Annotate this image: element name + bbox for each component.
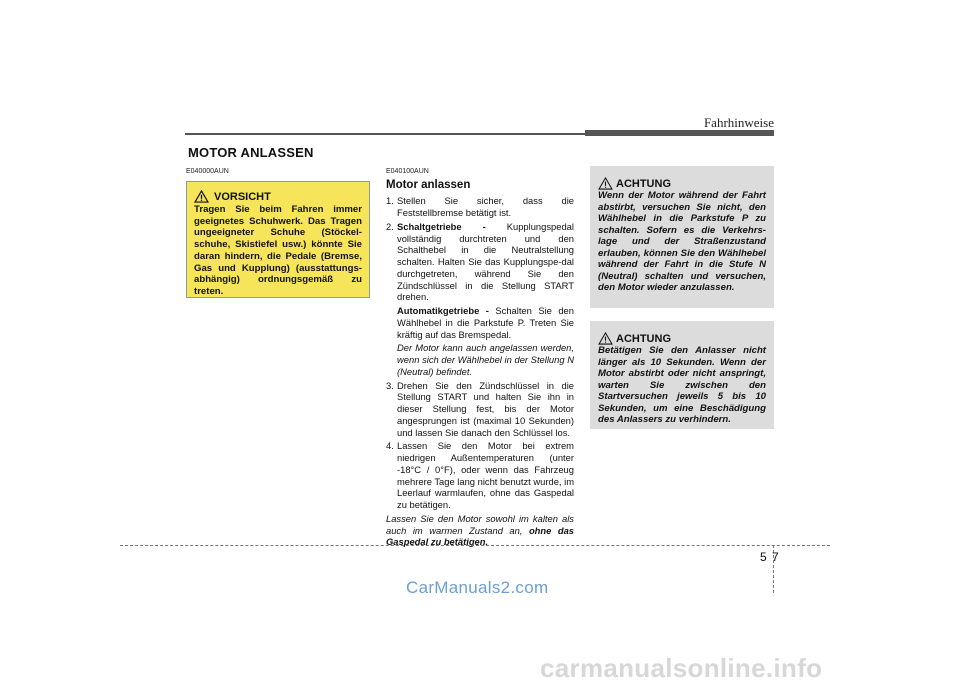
step-3-number: 3.: [386, 379, 394, 391]
achtung-label-1: ACHTUNG: [616, 178, 671, 190]
achtung-text-1: Wenn der Motor während der Fahrt abstirbt, versuchen Sie nicht, den Wählhebel in die Parkstufe P zu schalten. Sofern es die Verkehrs-lage und der Straßenzustand erlauben, können Sie den Wählhebel während der Fahrt in die Stufe N (Neutral) schalten und versuchen, den Motor wieder anzulassen.: [598, 190, 766, 293]
header-rule-thin: [185, 133, 585, 135]
achtung-label-2: ACHTUNG: [616, 333, 671, 345]
achtung-header-1: [598, 172, 766, 190]
motor-anlassen-instructions: [386, 178, 574, 548]
site-watermark[interactable]: CarManuals2.com: [406, 578, 549, 597]
warning-triangle-icon: [598, 177, 613, 190]
step-4: [386, 440, 574, 511]
instructions-heading: Motor anlassen: [386, 179, 471, 191]
page-number: 5 7: [760, 550, 780, 564]
footer-dashed-rule: [120, 545, 830, 546]
automatic-transmission-text: Schalten Sie den Wählhebel in die Parkstufe P. Treten Sie kräftig auf das Bremspedal.: [397, 305, 574, 340]
step-2-number: 2.: [386, 220, 394, 232]
header-rule-thick: [585, 130, 774, 136]
step-4-text: Lassen Sie den Motor bei extrem niedrigen Außentemperaturen (unter -18°C / 0°F), oder wenn das Fahrzeug mehrere Tage lang nicht benutzt wurde, im Leerlauf warmlaufen, ohne das Gaspedal zu betätigen.: [397, 440, 575, 511]
step-3: [386, 380, 574, 439]
section-code-mid: E040100AUN: [386, 168, 429, 175]
section-code-left: E040000AUN: [186, 168, 229, 175]
step-2: [386, 221, 574, 303]
chapter-header: Fahrhinweise: [703, 115, 774, 130]
step-3-text: Drehen Sie den Zündschlüssel in die Stellung START und halten Sie ihn in dieser Stellung fest, bis der Motor angesprungen ist (maximal 10 Sekunden) und lassen Sie danach den Schlüssel los.: [397, 379, 574, 438]
automatic-transmission-label: Automatikgetriebe -: [397, 305, 489, 317]
step-1-number: 1.: [386, 195, 394, 207]
manual-transmission-label: Schaltgetriebe -: [397, 220, 486, 232]
final-note-text: Lassen Sie den Motor sowohl im kalten als auch im warmen Zustand an,: [386, 512, 574, 536]
step-1: [386, 195, 574, 219]
vorsicht-text: Tragen Sie beim Fahren immer geeignetes Schuhwerk. Das Tragen ungeeigneter Schuhe (Stöckel-schuhe, Skistiefel usw.) könnte Sie daran hindern, die Pedale (Bremse, Gas und Kupplung) (ausstattungs-abhängig) ordnungsgemäß zu treten.: [194, 204, 362, 297]
vorsicht-label: VORSICHT: [214, 190, 271, 203]
vorsicht-header: [194, 190, 362, 203]
section-title: MOTOR ANLASSEN: [188, 145, 314, 160]
achtung-box-engine-stall: [590, 166, 774, 308]
achtung-box-starter: [590, 321, 774, 429]
step-4-number: 4.: [386, 440, 394, 452]
vorsicht-warning-box: [186, 181, 370, 298]
final-note-bold: ohne das Gaspedal zu betätigen.: [386, 524, 574, 548]
footer-watermark: carmanualsonline.info: [540, 653, 823, 683]
automatic-note: Der Motor kann auch angelassen werden, wenn sich der Wählhebel in der Stellung N (Neutral) befindet.: [397, 342, 574, 377]
warning-triangle-icon: [194, 190, 209, 203]
warning-triangle-icon: [598, 332, 613, 345]
final-note: [386, 513, 574, 548]
step-2-manual: [397, 221, 574, 303]
manual-transmission-text: Kupplungspedal vollständig durchtreten und den Schalthebel in die Neutralstellung schalten. Halten Sie das Kupplungspe-dal durchgetreten, während Sie den Zündschlüssel in die Stellung START drehen.: [397, 220, 574, 303]
achtung-header-2: [598, 327, 766, 345]
achtung-text-2: Betätigen Sie den Anlasser nicht länger als 10 Sekunden. Wenn der Motor abstirbt oder nicht anspringt, warten Sie zwischen den Startversuchen jeweils 5 bis 10 Sekunden, um eine Beschädigung des Anlassers zu verhindern.: [598, 345, 766, 425]
step-2-automatic: [386, 305, 574, 340]
step-1-text: Stellen Sie sicher, dass die Feststellbremse betätigt ist.: [397, 195, 574, 219]
